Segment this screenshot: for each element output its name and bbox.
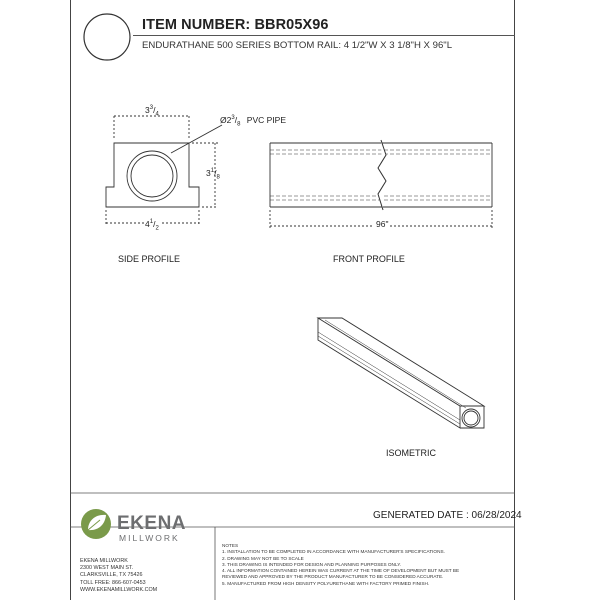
note-item: REVIEWED AND APPROVED BY THE PRODUCT MANUFACTURER TO BE CONSIDERED ACCURATE. (222, 574, 444, 580)
note-item: 2. DRAWING MAY NOT BE TO SCALE (222, 555, 304, 561)
note-item: 3. THIS DRAWING IS INTENDED FOR DESIGN AND PLANNING PURPOSES ONLY. (222, 561, 402, 567)
ekena-leaf-icon (81, 509, 111, 539)
top-dimension: $3^3/_4$ (145, 105, 159, 118)
generated-date: GENERATED DATE : 06/28/2024 (373, 510, 522, 521)
address-line: WWW.EKENAMILLWORK.COM (80, 586, 158, 593)
note-item: 4. ALL INFORMATION CONTAINED HEREIN WAS CURRENT AT THE TIME OF DEVELOPMENT BUT MUST BE (222, 568, 460, 574)
title-circle (84, 14, 130, 60)
notes-block (222, 543, 459, 587)
address-line: 2300 WEST MAIN ST. (80, 565, 134, 572)
address-line: TOLL FREE: 866-607-0453 (80, 579, 146, 586)
isometric-label: ISOMETRIC (386, 448, 437, 458)
side-profile-label: SIDE PROFILE (118, 254, 181, 264)
pipe-leader-line (171, 125, 222, 153)
length-dimension: 96" (376, 219, 389, 229)
front-profile-drawing (270, 140, 492, 229)
address-line: EKENA MILLWORK (80, 558, 128, 564)
notes-heading: NOTES (222, 543, 239, 548)
title-underline (133, 35, 515, 36)
note-item: 5. MANUFACTURED FROM HIGH DENSITY POLYURETHANE WITH FACTORY PRIMED FINISH. (222, 580, 430, 586)
company-address (80, 558, 157, 594)
height-dimension: $3^1/_8$ (206, 168, 220, 181)
logo-name: EKENA (117, 513, 187, 534)
pvc-pipe-inner (131, 155, 173, 197)
product-description: ENDURATHANE 500 SERIES BOTTOM RAIL: 4 1/2"W X 3 1/8"H X 96"L (142, 40, 453, 51)
front-profile-label: FRONT PROFILE (333, 254, 405, 264)
side-profile-drawing (106, 116, 222, 226)
logo-subtitle: MILLWORK (119, 533, 180, 543)
pvc-pipe-outer (127, 151, 177, 201)
pipe-dimension: $Ø2^3/_8$ PVC PIPE (220, 115, 286, 128)
isometric-drawing (318, 318, 484, 428)
item-number-title: ITEM NUMBER: BBR05X96 (142, 17, 329, 33)
pipe-text: PVC PIPE (246, 115, 286, 125)
note-item: 1. INSTALLATION TO BE COMPLETED IN ACCORDANCE WITH MANUFACTURER'S SPECIFICATIONS. (222, 549, 445, 555)
address-line: CLARKSVILLE, TX 75426 (80, 572, 143, 579)
width-dimension: $4^1/_2$ (145, 219, 159, 232)
